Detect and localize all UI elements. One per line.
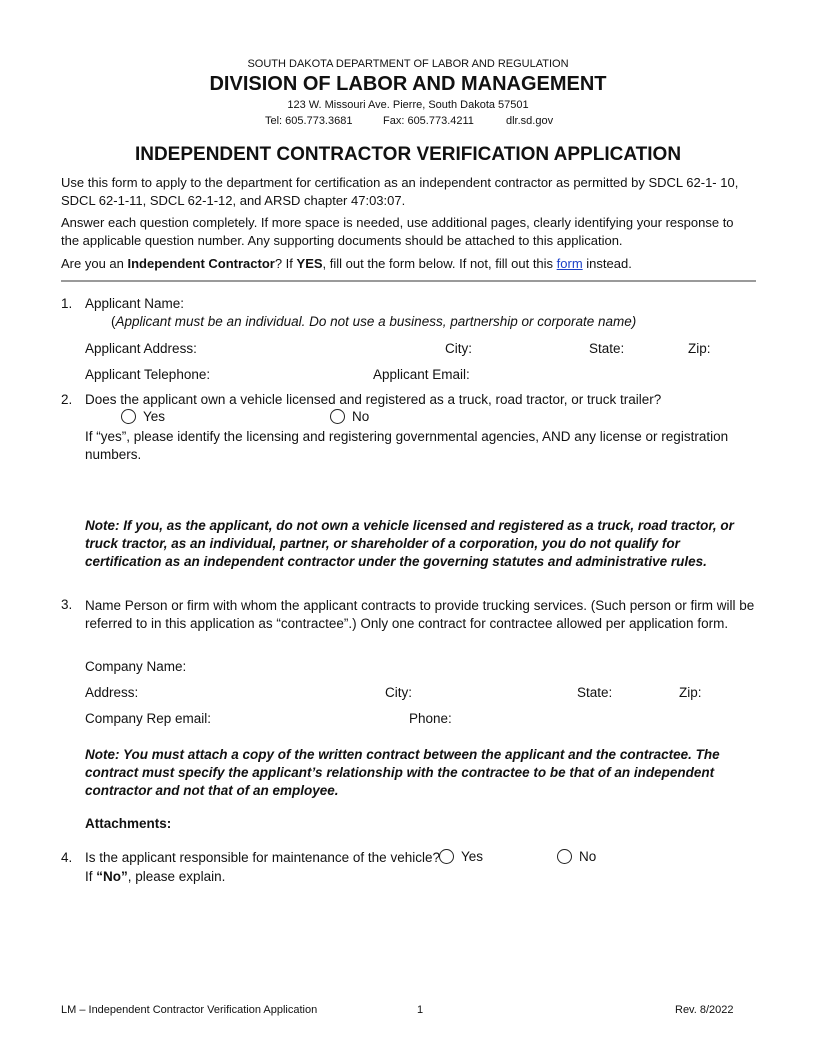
website: dlr.sd.gov (506, 115, 554, 127)
company-phone-label: Phone: (409, 711, 452, 726)
applicant-zip-label: Zip: (688, 341, 711, 356)
q2-yes-label: Yes (143, 409, 166, 424)
q4-yes-radio[interactable] (439, 849, 454, 864)
applicant-city-label: City: (445, 341, 472, 356)
divider (61, 280, 756, 282)
applicant-name-label: Applicant Name: (85, 296, 185, 311)
applicant-name-note: (Applicant must be an individual. Do not use a business, partnership or corporate name) (111, 314, 637, 329)
company-rep-email-label: Company Rep email: (85, 711, 212, 726)
q4-explain: If “No”, please explain. (85, 869, 226, 884)
company-zip-label: Zip: (679, 685, 702, 700)
q2-number: 2. (61, 392, 73, 407)
attachments-label: Attachments: (85, 816, 172, 831)
alternate-form-link[interactable]: form (556, 256, 583, 271)
footer-form-name: LM – Independent Contractor Verification Application (61, 1004, 318, 1016)
q4-no-label: No (579, 849, 597, 864)
q2-no-label: No (352, 409, 370, 424)
q2-note: Note: If you, as the applicant, do not own a vehicle licensed and registered as a truck, road tractor, or truck tractor, as an individual, partner, or shareholder of a corporation, you do not qualify for certification as an independent contractor under the governing statutes and administrative rules. (85, 518, 734, 569)
q4-no-radio[interactable] (557, 849, 572, 864)
dept-address: 123 W. Missouri Ave. Pierre, South Dakota 57501 (287, 99, 529, 111)
applicant-telephone-label: Applicant Telephone: (85, 367, 211, 382)
q4-number: 4. (61, 850, 73, 865)
q3-number: 3. (61, 597, 73, 612)
intro-paragraph-2: Answer each question completely. If more space is needed, use additional pages, clearly identifying your response to the applicable question number. Any supporting documents should be attached to this application. (61, 215, 734, 248)
q3-question: Name Person or firm with whom the applicant contracts to provide trucking services. (Such person or firm will be referred to in this application as “contractee”.) Only one contract for contractee allowed per application form. (85, 598, 755, 631)
applicant-state-label: State: (589, 341, 625, 356)
q1-number: 1. (61, 296, 73, 311)
page-number: 1 (417, 1004, 424, 1016)
q2-yes-radio[interactable] (121, 409, 136, 424)
q4-question: Is the applicant responsible for maintenance of the vehicle? (85, 850, 440, 865)
intro-paragraph-3: Are you an Independent Contractor? If YES, fill out the form below. If not, fill out this form instead. (61, 256, 632, 271)
q2-no-radio[interactable] (330, 409, 345, 424)
revision: Rev. 8/2022 (675, 1004, 734, 1016)
applicant-address-label: Applicant Address: (85, 341, 197, 356)
q3-note: Note: You must attach a copy of the written contract between the applicant and the contractee. The contract must specify the applicant’s relationship with the contractee to be that of an independent contractor and not that of an employee. (85, 747, 720, 798)
intro-paragraph-1: Use this form to apply to the department for certification as an independent contractor as permitted by SDCL 62-1- 10, SDCL 62-1-11, SDCL 62-1-12, and ARSD chapter 47:03:07. (61, 175, 739, 208)
q2-yes-option[interactable] (121, 409, 165, 424)
q4-yes-label: Yes (461, 849, 484, 864)
q2-no-option[interactable] (330, 409, 369, 424)
dept-name: SOUTH DAKOTA DEPARTMENT OF LABOR AND REGULATION (247, 58, 569, 70)
q2-followup: If “yes”, please identify the licensing and registering governmental agencies, AND any license or registration numbers. (85, 429, 729, 462)
applicant-email-label: Applicant Email: (373, 367, 470, 382)
tel: Tel: 605.773.3681 (265, 115, 353, 127)
q4-no-option[interactable] (557, 849, 596, 864)
company-name-label: Company Name: (85, 659, 187, 674)
division-title: DIVISION OF LABOR AND MANAGEMENT (209, 73, 607, 95)
q2-question: Does the applicant own a vehicle licensed and registered as a truck, road tractor, or truck trailer? (85, 392, 662, 407)
company-city-label: City: (385, 685, 412, 700)
page-title: INDEPENDENT CONTRACTOR VERIFICATION APPLICATION (134, 144, 682, 165)
fax: Fax: 605.773.4211 (383, 115, 474, 127)
company-address-label: Address: (85, 685, 139, 700)
company-state-label: State: (577, 685, 613, 700)
q4-yes-option[interactable] (439, 849, 483, 864)
